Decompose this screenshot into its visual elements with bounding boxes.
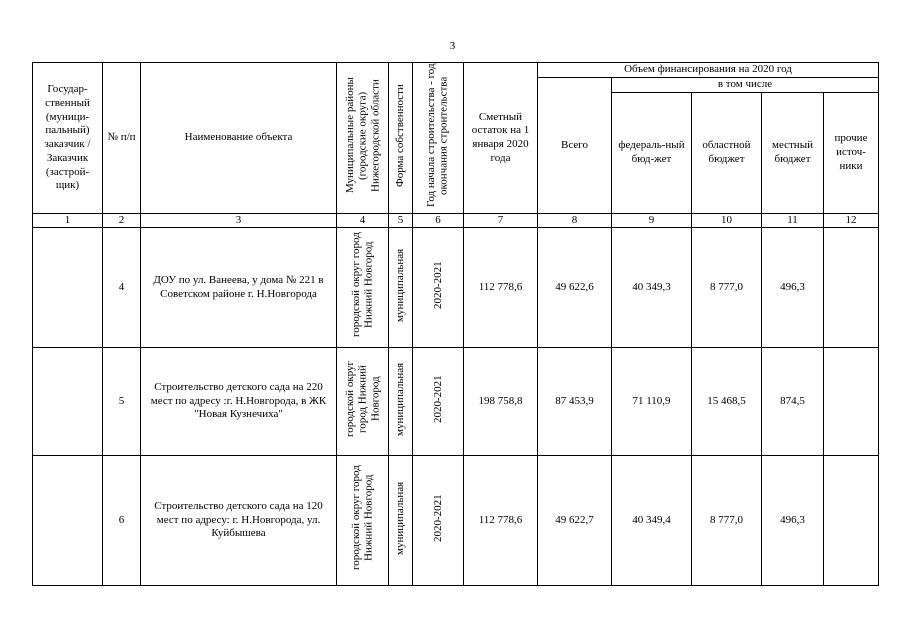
cell-customer	[33, 348, 103, 456]
header-object-name: Наименование объекта	[141, 63, 337, 214]
column-number: 6	[413, 214, 464, 228]
column-number: 5	[389, 214, 413, 228]
header-federal: федераль-ный бюд-жет	[612, 93, 692, 214]
header-financing-total: Объем финансирования на 2020 год	[538, 63, 879, 78]
page-number: 3	[449, 40, 456, 52]
header-customer: Государ-ственный (муници-пальный) заказчик / Заказчик (застрой-щик)	[33, 63, 103, 214]
header-districts: Муниципальные районы (городские округа) Нижегородской области	[337, 63, 389, 214]
table-row	[33, 228, 879, 348]
cell-federal: 40 349,3	[612, 228, 692, 348]
cell-federal: 71 110,9	[612, 348, 692, 456]
cell-customer	[33, 228, 103, 348]
header-local: местный бюджет	[762, 93, 824, 214]
column-number: 8	[538, 214, 612, 228]
header-num: № п/п	[103, 63, 141, 214]
table-row	[33, 456, 879, 586]
header-including: в том числе	[612, 78, 879, 93]
header-estimate: Сметный остаток на 1 января 2020 года	[464, 63, 538, 214]
header-other: прочие источ-ники	[824, 93, 879, 214]
cell-years: 2020-2021	[413, 348, 464, 456]
column-number: 12	[824, 214, 879, 228]
cell-ownership: муниципальная	[389, 228, 413, 348]
cell-regional: 15 468,5	[692, 348, 762, 456]
column-number: 7	[464, 214, 538, 228]
cell-district: городской округ город Нижний Новгород	[337, 228, 389, 348]
cell-regional: 8 777,0	[692, 228, 762, 348]
header-ownership: Форма собственности	[389, 63, 413, 214]
column-number: 11	[762, 214, 824, 228]
cell-customer	[33, 456, 103, 586]
column-number: 2	[103, 214, 141, 228]
cell-other	[824, 456, 879, 586]
cell-local: 496,3	[762, 456, 824, 586]
cell-years: 2020-2021	[413, 228, 464, 348]
cell-object-name: ДОУ по ул. Ванеева, у дома № 221 в Советском районе г. Н.Новгорода	[141, 228, 337, 348]
cell-num: 5	[103, 348, 141, 456]
cell-regional: 8 777,0	[692, 456, 762, 586]
cell-object-name: Строительство детского сада на 120 мест по адресу: г. Н.Новгорода, ул. Куйбышева	[141, 456, 337, 586]
cell-estimate: 112 778,6	[464, 456, 538, 586]
cell-object-name: Строительство детского сада на 220 мест по адресу :г. Н.Новгорода, в ЖК "Новая Кузнечиха"	[141, 348, 337, 456]
cell-total: 49 622,7	[538, 456, 612, 586]
cell-ownership: муниципальная	[389, 456, 413, 586]
table-row	[33, 348, 879, 456]
cell-local: 874,5	[762, 348, 824, 456]
column-number: 3	[141, 214, 337, 228]
cell-district: городской округ город Нижний Новгород	[337, 456, 389, 586]
cell-estimate: 112 778,6	[464, 228, 538, 348]
column-number: 4	[337, 214, 389, 228]
cell-total: 87 453,9	[538, 348, 612, 456]
cell-total: 49 622,6	[538, 228, 612, 348]
column-numbers-row	[33, 214, 879, 228]
column-number: 1	[33, 214, 103, 228]
cell-other	[824, 348, 879, 456]
cell-local: 496,3	[762, 228, 824, 348]
cell-num: 6	[103, 456, 141, 586]
cell-num: 4	[103, 228, 141, 348]
financing-table	[32, 62, 879, 586]
header-all: Всего	[538, 78, 612, 214]
header-row-1	[33, 63, 879, 78]
cell-ownership: муниципальная	[389, 348, 413, 456]
cell-district: городской округ город Нижний Новгород	[337, 348, 389, 456]
cell-other	[824, 228, 879, 348]
header-regional: областной бюджет	[692, 93, 762, 214]
header-years: Год начала строительства - год окончания строительства	[413, 63, 464, 214]
column-number: 10	[692, 214, 762, 228]
cell-federal: 40 349,4	[612, 456, 692, 586]
cell-years: 2020-2021	[413, 456, 464, 586]
column-number: 9	[612, 214, 692, 228]
cell-estimate: 198 758,8	[464, 348, 538, 456]
